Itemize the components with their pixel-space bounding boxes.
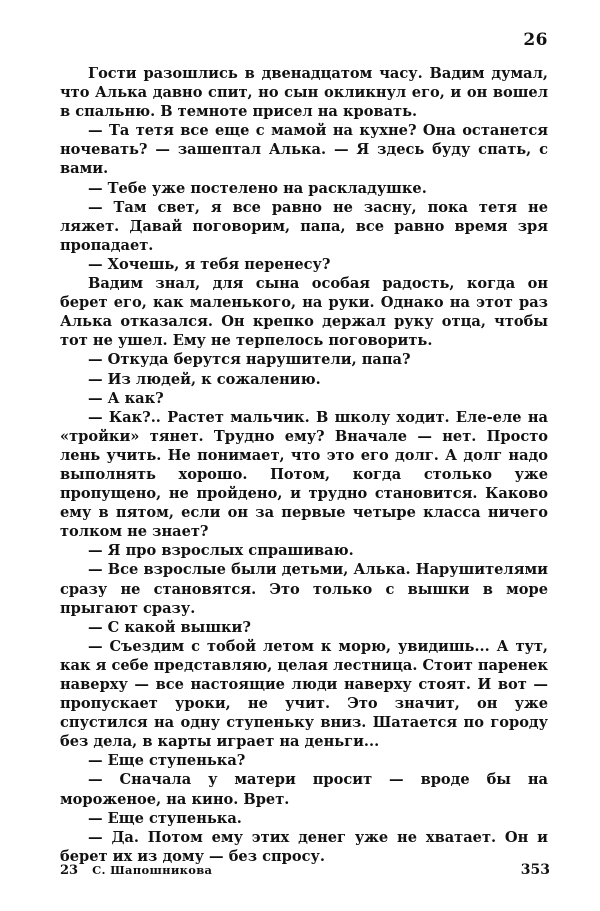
footer-signature-group [60, 863, 212, 878]
paragraph: — Откуда берутся нарушители, папа? [88, 351, 411, 369]
paragraph: — Хочешь, я тебя перенесу? [88, 255, 331, 273]
paragraph: — Еще ступенька? [88, 752, 246, 770]
paragraph: — Да. Потом ему этих денег уже не хватает. Он и берет их из дому — без спросу. [60, 828, 548, 865]
paragraph: Гости разошлись в двенадцатом часу. Вадим думал, что Алька давно спит, но сын окликнул его, и он вошел в спальню. В темноте присел на кровать. [60, 65, 548, 121]
page-footer [60, 862, 550, 878]
page-number-bottom: 353 [520, 862, 550, 878]
paragraph: — Там свет, я все равно не засну, пока тетя не ляжет. Давай поговорим, папа, все равно время зря пропадает. [60, 198, 548, 254]
paragraph: — Та тетя все еще с мамой на кухне? Она останется ночевать? — зашептал Алька. — Я здесь буду спать, с вами. [60, 122, 548, 178]
page-number-top: 26 [523, 30, 548, 50]
paragraph: — Сначала у матери просит — вроде бы на мороженое, на кино. Врет. [60, 771, 548, 808]
author-name: С. Шапошникова [92, 863, 213, 877]
paragraph: — Все взрослые были детьми, Алька. Нарушителями сразу не становятся. Это только с вышки в море прыгают сразу. [60, 561, 548, 617]
paragraph: — А как? [88, 389, 164, 407]
paragraph: — Я про взрослых спрашиваю. [88, 542, 354, 560]
paragraph: — Из людей, к сожалению. [88, 370, 321, 388]
paragraph: — Тебе уже постелено на раскладушке. [88, 179, 427, 197]
paragraph: — Как?.. Растет мальчик. В школу ходит. Еле-еле на «тройки» тянет. Трудно ему? Вначале — нет. Просто лень учить. Не понимает, что это его долг. А долг надо выполнять хорошо. Потом, когда столько уже пропущено, не пройдено, и трудно становится. Каково ему в пятом, если он за первые четыре класса ничего толком не знает? [60, 408, 548, 541]
printer-signature: 23 [60, 863, 79, 878]
paragraph: — С какой вышки? [88, 618, 251, 636]
paragraph: — Еще ступенька. [88, 809, 242, 827]
body-text [60, 64, 548, 866]
paragraph: Вадим знал, для сына особая радость, когда он берет его, как маленького, на руки. Однако на этот раз Алька отказался. Он крепко держал руку отца, чтобы тот не ушел. Ему не терпелось поговорить. [60, 275, 548, 350]
paragraph: — Съездим с тобой летом к морю, увидишь... А тут, как я себе представляю, целая лестница. Стоит паренек наверху — все настоящие люди наверху стоят. И вот — пропускает уроки, не учит. Это значит, он уже спустился на одну ступеньку вниз. Шатается по городу без дела, в карты играет на деньги... [60, 637, 548, 751]
